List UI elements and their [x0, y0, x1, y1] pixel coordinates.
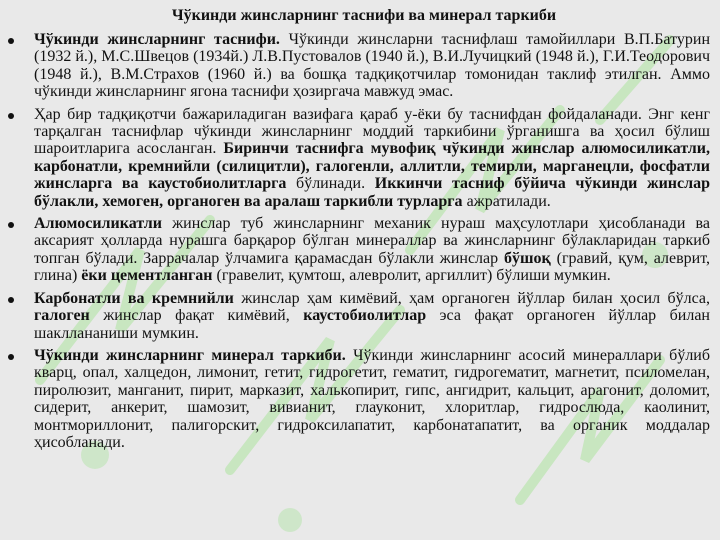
bullet-dot-icon — [8, 113, 14, 119]
bold-text-segment: Алюмосиликатли — [34, 215, 162, 233]
bold-text-segment: ёки цементланган — [81, 267, 213, 285]
bullet-item — [8, 31, 710, 101]
text-segment: бўлинади. — [286, 175, 375, 193]
watermark-dot — [278, 508, 302, 532]
text-segment: жинслар фақат кимёвий, — [89, 307, 304, 325]
bold-text-segment: Биринчи таснифга мувофиқ чўкинди жинслар алюмосиликатли, карбонатли, кремнийли (силицитли), галогенли, аллитли, темирли, марганецли, фосфатли жинсларга ва каустобиолитларга — [34, 140, 710, 193]
bullet-dot-icon — [8, 38, 14, 44]
text-segment: эса фақат органоген йўллар билан шакллананиши мумкин. — [34, 307, 710, 342]
text-segment: Чўкинди жинсларнинг асосий минераллари бўлиб кварц, опал, халцедон, лимонит, гетит, гидрогетит, гематит, гидрогематит, магнетит, псиломелан, пиролюзит, манганит, пирит, марказит, халькопирит, гипс, ангидрит, кальцит, арагонит, доломит, сидерит, анкерит, шамозит, вивианит, глауконит, хлоритлар, гидрослюда, каолинит, монтмориллонит, палигорскит, гидроксилапатит, карбонатапатит, ва органик моддалар ҳисобланади. — [34, 346, 711, 451]
bold-text-segment: Иккинчи тасниф бўйича чўкинди жинслар бўлакли, хемоген, органоген ва аралаш таркибли турларга — [34, 175, 710, 210]
text-segment: Ҳар бир тадқиқотчи бажариладиган вазифага қараб у-ёки бу таснифдан фойдаланади. Энг кенг тарқалган таснифлар чўкинди жинсларнинг моддий таркибини ўрганишга ва ҳосил бўлиш шароитларига асосланган. — [34, 105, 710, 158]
bullet-item — [8, 290, 710, 342]
bullet-dot-icon — [8, 354, 14, 360]
slide-content — [8, 6, 710, 456]
bullet-item — [8, 215, 710, 285]
bullet-item — [8, 347, 710, 451]
bold-text-segment: Чўкинди жинсларнинг минерал таркиби. — [34, 346, 346, 364]
bullet-item — [8, 106, 710, 210]
text-segment: жинслар ҳам кимёвий, ҳам органоген йўллар билан ҳосил бўлса, — [233, 289, 710, 307]
text-segment: жинслар туб жинсларнинг механик нураш маҳсулотлари ҳисобланади ва аксарият ҳолларда нурашга барқарор бўлган минераллар ва жинсларнинг бўлакларидан таркиб топган бўлади. Заррачалар ўлчамига қарамасдан бўлакли жинслар — [34, 215, 710, 267]
bold-text-segment: Карбонатли ва кремнийли — [34, 289, 234, 307]
text-segment: (гравелит, қумтош, алевролит, аргиллит) бўлиши мумкин. — [212, 267, 611, 285]
bold-text-segment: бўшоқ — [504, 249, 551, 267]
bold-text-segment: Чўкинди жинсларнинг таснифи. — [34, 31, 280, 48]
text-segment: ажратилади. — [462, 192, 551, 210]
bullet-list — [8, 31, 710, 451]
bullet-dot-icon — [8, 297, 14, 303]
bold-text-segment: галоген — [34, 307, 90, 325]
bold-text-segment: каустобиолитлар — [303, 307, 427, 325]
bullet-dot-icon — [8, 222, 14, 228]
slide-title: Чўкинди жинсларнинг таснифи ва минерал таркиби — [171, 7, 557, 24]
text-segment: Чўкинди жинсларни таснифлаш тамойиллари В.П.Батурин (1932 й.), М.С.Швецов (1934й.) Л.В.Пустовалов (1940 й.), В.И.Лучицкий (1948 й.), Г.И.Теодорович (1948 й.), В.М.Страхов (1960 й.) ва бошқа тадқиқотчилар томонидан таклиф этилган. Аммо чўкинди жинсларнинг ягона таснифи ҳозиргача мавжуд эмас. — [34, 31, 711, 101]
text-segment: (гравий, қум, алеврит, глина) — [34, 249, 711, 285]
